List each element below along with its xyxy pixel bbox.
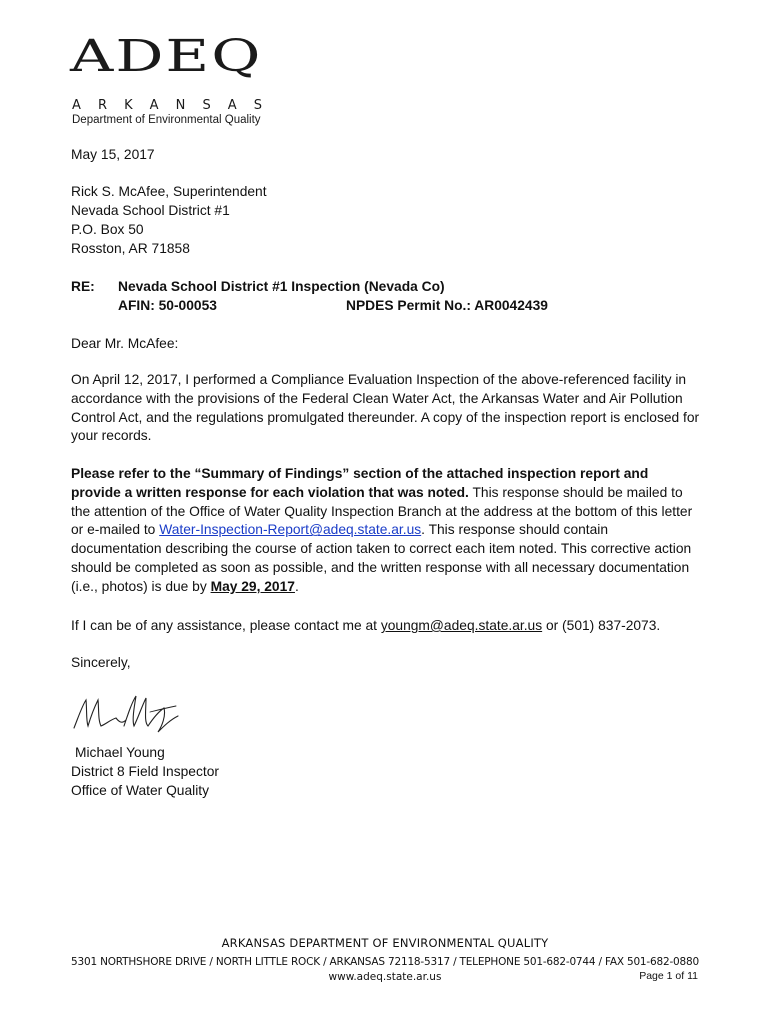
logo-letter: A (149, 98, 159, 113)
logo-letter: R (97, 98, 108, 113)
logo-letter: K (124, 98, 133, 113)
footer-agency: ARKANSAS DEPARTMENT OF ENVIRONMENTAL QUALITY (221, 936, 549, 950)
re-label: RE: (71, 279, 95, 294)
recipient-organization: Nevada School District #1 (71, 203, 230, 218)
paragraph-contact (71, 616, 660, 635)
logo-letter: N (175, 98, 186, 113)
signer-name: Michael Young (75, 745, 165, 760)
re-npdes-permit: NPDES Permit No.: AR0042439 (346, 298, 548, 313)
page-number: Page 1 of 11 (639, 970, 698, 982)
logo-department: Department of Environmental Quality (72, 114, 261, 126)
logo-letter: S (253, 98, 262, 113)
recipient-name: Rick S. McAfee, Superintendent (71, 184, 267, 199)
re-subject: Nevada School District #1 Inspection (Nevada Co) (118, 279, 445, 294)
contact-text: If I can be of any assistance, please contact me at (71, 618, 381, 633)
footer-website: www.adeq.state.ar.us (328, 971, 442, 983)
logo-letter: S (202, 98, 211, 113)
report-email-link[interactable]: Water-Inspection-Report@adeq.state.ar.us (159, 522, 422, 538)
logo-letter: A (72, 98, 81, 113)
response-text: . (294, 578, 299, 594)
letter-date: May 15, 2017 (71, 147, 155, 162)
response-text: . This response should contain documentation describing the course of action taken to correct each item noted. This corrective action should be completed as soon as possible, and the written response with all necessary documentation (i.e., photos) is due by (71, 522, 692, 594)
paragraph-inspection: On April 12, 2017, I performed a Compliance Evaluation Inspection of the above-referenced facility in accordance with the provisions of the Federal Clean Water Act, the Arkansas Water and Air Pollution Control Act, and the regulations promulgated thereunder. A copy of the inspection report is enclosed for your records. (71, 372, 700, 444)
adeq-logo: ADEQ (70, 30, 263, 83)
handwritten-signature (66, 690, 186, 738)
recipient-po-box: P.O. Box 50 (71, 222, 144, 237)
inspector-email-link[interactable]: youngm@adeq.state.ar.us (380, 618, 543, 633)
paragraph-response-request (71, 465, 701, 597)
logo-state-name (72, 99, 262, 113)
contact-text: or (501) 837-2073. (542, 618, 661, 633)
findings-instruction: Please refer to the “Summary of Findings” section of the attached inspection report and provide a written response for each violation that was noted. (71, 466, 649, 500)
re-afin: AFIN: 50-00053 (118, 298, 217, 313)
signer-office: Office of Water Quality (71, 783, 210, 798)
due-date: May 29, 2017 (210, 578, 295, 594)
recipient-city: Rosston, AR 71858 (71, 241, 190, 256)
logo-letter: A (227, 98, 237, 113)
footer-address: 5301 NORTHSHORE DRIVE / NORTH LITTLE ROCK / ARKANSAS 72118-5317 / TELEPHONE 501-682-0744 / FAX 501-682-0880 (71, 956, 699, 968)
response-text: This response should be mailed to the attention of the Office of Water Quality Inspection Branch at the address at the bottom of this letter or e-mailed to (71, 484, 693, 538)
closing: Sincerely, (71, 655, 131, 670)
signer-title: District 8 Field Inspector (71, 764, 219, 779)
salutation: Dear Mr. McAfee: (71, 336, 179, 351)
